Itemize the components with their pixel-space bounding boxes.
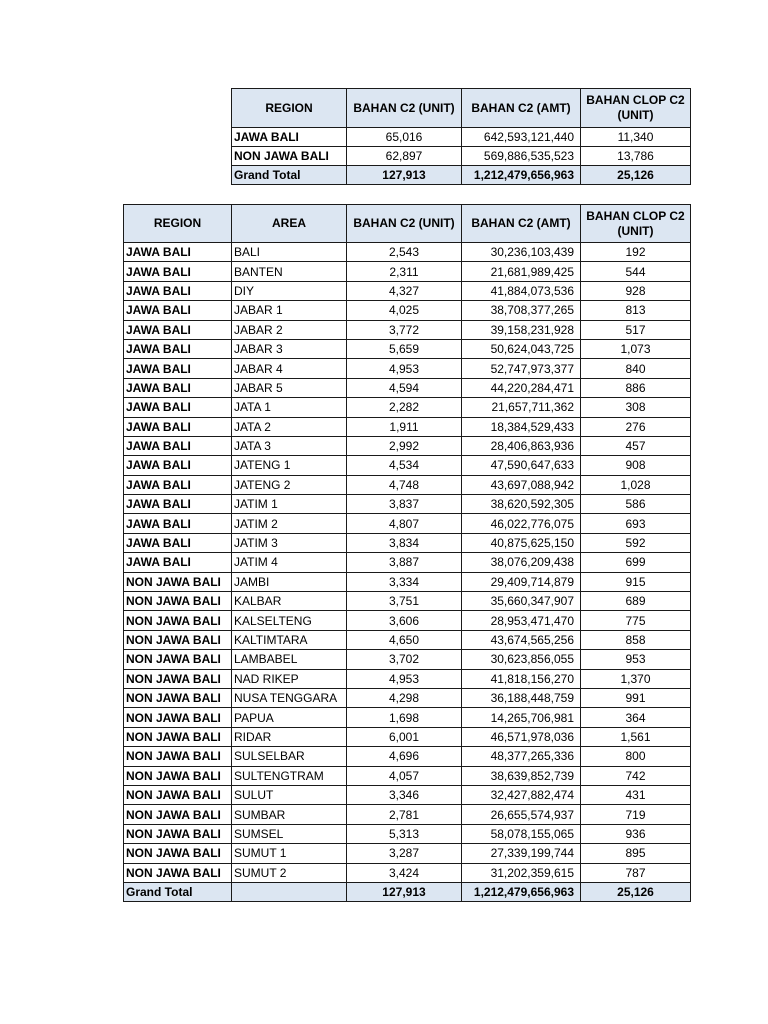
detail-cell-c2-unit: 4,025 [347, 301, 462, 320]
detail-cell-region: NON JAWA BALI [124, 747, 232, 766]
detail-cell-c2-amt: 36,188,448,759 [462, 688, 581, 707]
detail-cell-c2-amt: 32,427,882,474 [462, 785, 581, 804]
summary-cell-region: JAWA BALI [232, 128, 347, 147]
detail-cell-region: NON JAWA BALI [124, 863, 232, 882]
detail-cell-clop-unit: 719 [581, 805, 691, 824]
detail-cell-clop-unit: 800 [581, 747, 691, 766]
detail-cell-area: JATA 1 [232, 398, 347, 417]
detail-cell-region: NON JAWA BALI [124, 669, 232, 688]
detail-row [124, 611, 691, 630]
detail-cell-c2-amt: 58,078,155,065 [462, 824, 581, 843]
detail-cell-clop-unit: 192 [581, 243, 691, 262]
detail-cell-clop-unit: 1,028 [581, 475, 691, 494]
detail-row [124, 572, 691, 591]
detail-cell-area: JATENG 1 [232, 456, 347, 475]
detail-cell-region: NON JAWA BALI [124, 824, 232, 843]
detail-cell-area: JABAR 3 [232, 339, 347, 358]
detail-cell-c2-amt: 47,590,647,633 [462, 456, 581, 475]
detail-cell-clop-unit: 1,561 [581, 727, 691, 746]
detail-cell-c2-unit: 1,911 [347, 417, 462, 436]
detail-row [124, 339, 691, 358]
detail-cell-clop-unit: 928 [581, 281, 691, 300]
detail-total-area-empty [232, 882, 347, 901]
detail-row [124, 456, 691, 475]
detail-header-row [124, 205, 691, 243]
detail-cell-c2-amt: 46,571,978,036 [462, 727, 581, 746]
detail-row [124, 824, 691, 843]
summary-header-c2-unit: BAHAN C2 (UNIT) [347, 89, 462, 128]
detail-cell-c2-amt: 28,406,863,936 [462, 436, 581, 455]
detail-cell-c2-amt: 28,953,471,470 [462, 611, 581, 630]
detail-cell-area: SUMUT 1 [232, 844, 347, 863]
detail-cell-area: JABAR 2 [232, 320, 347, 339]
detail-cell-clop-unit: 813 [581, 301, 691, 320]
detail-cell-area: BANTEN [232, 262, 347, 281]
detail-cell-clop-unit: 886 [581, 378, 691, 397]
detail-cell-area: SULTENGTRAM [232, 766, 347, 785]
detail-cell-c2-amt: 38,708,377,265 [462, 301, 581, 320]
detail-cell-region: JAWA BALI [124, 398, 232, 417]
detail-cell-region: JAWA BALI [124, 359, 232, 378]
detail-cell-c2-amt: 29,409,714,879 [462, 572, 581, 591]
detail-row [124, 805, 691, 824]
detail-cell-c2-unit: 3,751 [347, 592, 462, 611]
detail-cell-area: RIDAR [232, 727, 347, 746]
detail-header-clop-unit: BAHAN CLOP C2 (UNIT) [581, 205, 691, 243]
detail-cell-clop-unit: 276 [581, 417, 691, 436]
detail-cell-clop-unit: 457 [581, 436, 691, 455]
summary-total-clop-unit: 25,126 [581, 166, 691, 185]
detail-cell-clop-unit: 544 [581, 262, 691, 281]
summary-cell-c2-amt: 642,593,121,440 [462, 128, 581, 147]
detail-cell-c2-unit: 2,311 [347, 262, 462, 281]
detail-cell-c2-unit: 3,424 [347, 863, 462, 882]
detail-cell-region: JAWA BALI [124, 301, 232, 320]
detail-cell-region: NON JAWA BALI [124, 572, 232, 591]
detail-row [124, 785, 691, 804]
detail-cell-area: SULSELBAR [232, 747, 347, 766]
detail-cell-c2-amt: 41,818,156,270 [462, 669, 581, 688]
detail-cell-region: JAWA BALI [124, 514, 232, 533]
detail-cell-c2-amt: 43,697,088,942 [462, 475, 581, 494]
summary-total-row [232, 166, 691, 185]
detail-cell-clop-unit: 308 [581, 398, 691, 417]
detail-cell-region: NON JAWA BALI [124, 766, 232, 785]
detail-cell-region: NON JAWA BALI [124, 785, 232, 804]
detail-row [124, 417, 691, 436]
detail-cell-region: NON JAWA BALI [124, 688, 232, 707]
detail-total-label: Grand Total [124, 882, 232, 901]
detail-cell-c2-unit: 1,698 [347, 708, 462, 727]
detail-cell-clop-unit: 1,073 [581, 339, 691, 358]
detail-cell-region: NON JAWA BALI [124, 844, 232, 863]
detail-cell-clop-unit: 1,370 [581, 669, 691, 688]
detail-cell-clop-unit: 895 [581, 844, 691, 863]
detail-cell-c2-unit: 3,606 [347, 611, 462, 630]
detail-row [124, 863, 691, 882]
detail-cell-c2-amt: 52,747,973,377 [462, 359, 581, 378]
detail-cell-c2-amt: 35,660,347,907 [462, 592, 581, 611]
detail-cell-area: JATA 2 [232, 417, 347, 436]
detail-cell-area: NUSA TENGGARA [232, 688, 347, 707]
detail-cell-c2-unit: 2,543 [347, 243, 462, 262]
detail-row [124, 243, 691, 262]
detail-cell-c2-amt: 21,657,711,362 [462, 398, 581, 417]
detail-row [124, 495, 691, 514]
detail-cell-region: JAWA BALI [124, 281, 232, 300]
detail-cell-c2-unit: 4,327 [347, 281, 462, 300]
summary-cell-clop-unit: 11,340 [581, 128, 691, 147]
detail-cell-area: JATENG 2 [232, 475, 347, 494]
detail-cell-c2-amt: 48,377,265,336 [462, 747, 581, 766]
detail-header-c2-amt: BAHAN C2 (AMT) [462, 205, 581, 243]
detail-row [124, 436, 691, 455]
detail-cell-clop-unit: 858 [581, 630, 691, 649]
detail-cell-clop-unit: 364 [581, 708, 691, 727]
detail-cell-area: JATA 3 [232, 436, 347, 455]
summary-total-c2-amt: 1,212,479,656,963 [462, 166, 581, 185]
detail-row [124, 262, 691, 281]
detail-cell-c2-amt: 44,220,284,471 [462, 378, 581, 397]
detail-cell-c2-unit: 4,748 [347, 475, 462, 494]
detail-total-c2-unit: 127,913 [347, 882, 462, 901]
detail-cell-area: KALSELTENG [232, 611, 347, 630]
detail-cell-c2-unit: 3,887 [347, 553, 462, 572]
detail-cell-c2-unit: 4,534 [347, 456, 462, 475]
detail-cell-c2-unit: 3,346 [347, 785, 462, 804]
detail-cell-area: LAMBABEL [232, 650, 347, 669]
detail-cell-c2-amt: 27,339,199,744 [462, 844, 581, 863]
detail-cell-region: NON JAWA BALI [124, 727, 232, 746]
detail-table [123, 204, 691, 902]
detail-cell-c2-amt: 43,674,565,256 [462, 630, 581, 649]
detail-cell-c2-amt: 38,076,209,438 [462, 553, 581, 572]
detail-cell-c2-unit: 3,702 [347, 650, 462, 669]
detail-cell-region: JAWA BALI [124, 533, 232, 552]
detail-cell-area: DIY [232, 281, 347, 300]
detail-cell-clop-unit: 699 [581, 553, 691, 572]
detail-cell-c2-unit: 4,953 [347, 669, 462, 688]
detail-cell-clop-unit: 991 [581, 688, 691, 707]
detail-cell-region: NON JAWA BALI [124, 611, 232, 630]
summary-header-c2-amt: BAHAN C2 (AMT) [462, 89, 581, 128]
detail-cell-area: BALI [232, 243, 347, 262]
detail-cell-c2-amt: 18,384,529,433 [462, 417, 581, 436]
detail-row [124, 727, 691, 746]
detail-cell-clop-unit: 915 [581, 572, 691, 591]
detail-cell-clop-unit: 775 [581, 611, 691, 630]
detail-cell-area: KALBAR [232, 592, 347, 611]
detail-cell-c2-unit: 2,781 [347, 805, 462, 824]
summary-table [231, 88, 691, 185]
detail-cell-clop-unit: 742 [581, 766, 691, 785]
summary-total-c2-unit: 127,913 [347, 166, 462, 185]
detail-cell-area: JATIM 1 [232, 495, 347, 514]
detail-cell-clop-unit: 693 [581, 514, 691, 533]
detail-cell-clop-unit: 936 [581, 824, 691, 843]
detail-row [124, 650, 691, 669]
detail-cell-c2-unit: 3,287 [347, 844, 462, 863]
detail-cell-c2-unit: 4,953 [347, 359, 462, 378]
summary-header-region: REGION [232, 89, 347, 128]
detail-cell-c2-unit: 3,834 [347, 533, 462, 552]
detail-total-c2-amt: 1,212,479,656,963 [462, 882, 581, 901]
detail-table-body [124, 243, 691, 902]
detail-row [124, 844, 691, 863]
summary-header-row [232, 89, 691, 128]
detail-header-area: AREA [232, 205, 347, 243]
detail-row [124, 475, 691, 494]
summary-cell-c2-amt: 569,886,535,523 [462, 147, 581, 166]
detail-cell-region: JAWA BALI [124, 475, 232, 494]
detail-header-region: REGION [124, 205, 232, 243]
detail-cell-region: NON JAWA BALI [124, 630, 232, 649]
summary-table-body [232, 128, 691, 185]
detail-cell-region: NON JAWA BALI [124, 592, 232, 611]
summary-row [232, 147, 691, 166]
detail-cell-c2-unit: 5,313 [347, 824, 462, 843]
detail-cell-c2-amt: 31,202,359,615 [462, 863, 581, 882]
detail-cell-region: NON JAWA BALI [124, 708, 232, 727]
summary-cell-c2-unit: 62,897 [347, 147, 462, 166]
detail-cell-c2-unit: 2,282 [347, 398, 462, 417]
detail-cell-region: JAWA BALI [124, 243, 232, 262]
detail-cell-c2-unit: 5,659 [347, 339, 462, 358]
detail-cell-area: JATIM 3 [232, 533, 347, 552]
detail-cell-c2-unit: 3,772 [347, 320, 462, 339]
detail-cell-area: JABAR 4 [232, 359, 347, 378]
summary-total-label: Grand Total [232, 166, 347, 185]
detail-row [124, 688, 691, 707]
detail-cell-area: JATIM 2 [232, 514, 347, 533]
detail-cell-c2-amt: 50,624,043,725 [462, 339, 581, 358]
detail-cell-region: JAWA BALI [124, 495, 232, 514]
detail-cell-area: PAPUA [232, 708, 347, 727]
detail-cell-region: JAWA BALI [124, 436, 232, 455]
detail-row [124, 514, 691, 533]
summary-cell-region: NON JAWA BALI [232, 147, 347, 166]
detail-cell-clop-unit: 953 [581, 650, 691, 669]
detail-cell-c2-unit: 4,298 [347, 688, 462, 707]
detail-cell-area: JAMBI [232, 572, 347, 591]
detail-row [124, 708, 691, 727]
detail-cell-c2-amt: 30,236,103,439 [462, 243, 581, 262]
summary-cell-clop-unit: 13,786 [581, 147, 691, 166]
detail-cell-region: JAWA BALI [124, 339, 232, 358]
detail-cell-c2-unit: 2,992 [347, 436, 462, 455]
detail-cell-c2-amt: 41,884,073,536 [462, 281, 581, 300]
detail-cell-clop-unit: 908 [581, 456, 691, 475]
detail-cell-area: SUMBAR [232, 805, 347, 824]
detail-cell-clop-unit: 787 [581, 863, 691, 882]
detail-cell-c2-unit: 3,334 [347, 572, 462, 591]
summary-cell-c2-unit: 65,016 [347, 128, 462, 147]
detail-row [124, 378, 691, 397]
detail-header-c2-unit: BAHAN C2 (UNIT) [347, 205, 462, 243]
detail-cell-clop-unit: 689 [581, 592, 691, 611]
detail-cell-clop-unit: 592 [581, 533, 691, 552]
detail-cell-clop-unit: 431 [581, 785, 691, 804]
detail-cell-c2-amt: 46,022,776,075 [462, 514, 581, 533]
detail-row [124, 592, 691, 611]
detail-row [124, 533, 691, 552]
detail-cell-c2-amt: 40,875,625,150 [462, 533, 581, 552]
detail-cell-c2-amt: 21,681,989,425 [462, 262, 581, 281]
detail-row [124, 398, 691, 417]
detail-cell-region: JAWA BALI [124, 456, 232, 475]
detail-cell-c2-amt: 30,623,856,055 [462, 650, 581, 669]
detail-cell-region: NON JAWA BALI [124, 650, 232, 669]
detail-cell-region: JAWA BALI [124, 262, 232, 281]
detail-cell-c2-unit: 4,650 [347, 630, 462, 649]
detail-cell-area: SUMSEL [232, 824, 347, 843]
detail-cell-area: JATIM 4 [232, 553, 347, 572]
detail-cell-region: NON JAWA BALI [124, 805, 232, 824]
detail-cell-clop-unit: 586 [581, 495, 691, 514]
detail-row [124, 747, 691, 766]
detail-cell-c2-amt: 38,620,592,305 [462, 495, 581, 514]
detail-cell-area: KALTIMTARA [232, 630, 347, 649]
detail-cell-c2-unit: 4,807 [347, 514, 462, 533]
detail-cell-region: JAWA BALI [124, 553, 232, 572]
detail-row [124, 766, 691, 785]
detail-total-clop-unit: 25,126 [581, 882, 691, 901]
detail-cell-region: JAWA BALI [124, 320, 232, 339]
detail-row [124, 359, 691, 378]
detail-cell-c2-amt: 38,639,852,739 [462, 766, 581, 785]
detail-cell-region: JAWA BALI [124, 417, 232, 436]
detail-total-row [124, 882, 691, 901]
detail-cell-area: JABAR 1 [232, 301, 347, 320]
summary-row [232, 128, 691, 147]
detail-cell-c2-amt: 26,655,574,937 [462, 805, 581, 824]
detail-cell-region: JAWA BALI [124, 378, 232, 397]
detail-row [124, 553, 691, 572]
detail-cell-c2-amt: 39,158,231,928 [462, 320, 581, 339]
detail-cell-c2-unit: 3,837 [347, 495, 462, 514]
detail-row [124, 630, 691, 649]
detail-cell-area: NAD RIKEP [232, 669, 347, 688]
detail-row [124, 301, 691, 320]
detail-row [124, 320, 691, 339]
detail-cell-c2-unit: 6,001 [347, 727, 462, 746]
detail-cell-c2-unit: 4,696 [347, 747, 462, 766]
detail-cell-c2-unit: 4,057 [347, 766, 462, 785]
detail-cell-c2-amt: 14,265,706,981 [462, 708, 581, 727]
detail-row [124, 281, 691, 300]
detail-cell-area: SULUT [232, 785, 347, 804]
detail-cell-area: JABAR 5 [232, 378, 347, 397]
summary-header-clop-unit: BAHAN CLOP C2 (UNIT) [581, 89, 691, 128]
detail-row [124, 669, 691, 688]
detail-cell-clop-unit: 517 [581, 320, 691, 339]
detail-cell-c2-unit: 4,594 [347, 378, 462, 397]
detail-cell-area: SUMUT 2 [232, 863, 347, 882]
detail-cell-clop-unit: 840 [581, 359, 691, 378]
